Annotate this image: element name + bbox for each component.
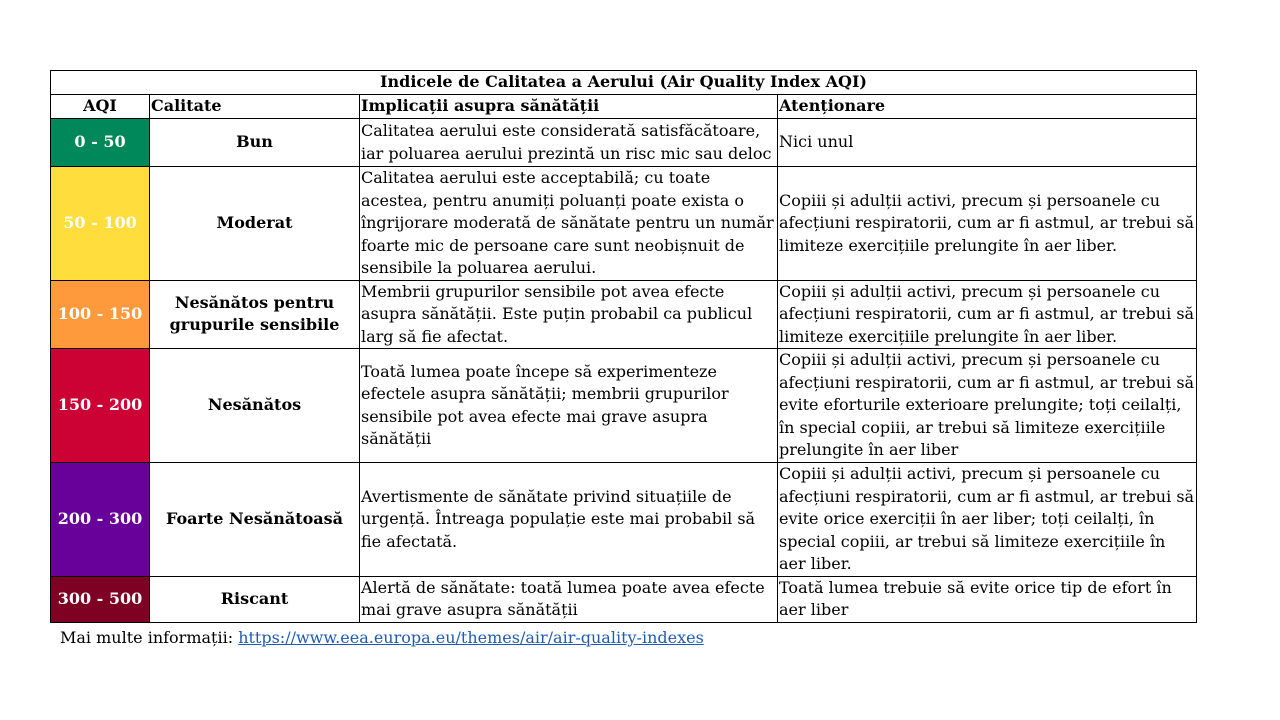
warning-cell: Copiii și adulții activi, precum și persoanele cu afecțiuni respiratorii, cum ar fi astmul, ar trebui să evite eforturile exterioare prelungite; toți ceilalți, în special copiii, ar trebui să limiteze exercițiile prelungite în aer liber <box>778 349 1197 463</box>
more-info-link[interactable]: https://www.eea.europa.eu/themes/air/air-quality-indexes <box>238 628 704 647</box>
quality-cell: Nesănătos <box>150 349 360 463</box>
warning-cell: Copiii și adulții activi, precum și persoanele cu afecțiuni respiratorii, cum ar fi astmul, ar trebui să limiteze exercițiile prelungite în aer liber. <box>778 167 1197 281</box>
table-header-row <box>51 95 1197 119</box>
header-aqi: AQI <box>51 95 150 119</box>
table-row <box>51 167 1197 281</box>
warning-cell: Toată lumea trebuie să evite orice tip de efort în aer liber <box>778 576 1197 622</box>
implications-cell: Calitatea aerului este considerată satisfăcătoare, iar poluarea aerului prezintă un risc mic sau deloc <box>360 119 778 167</box>
warning-cell: Copiii și adulții activi, precum și persoanele cu afecțiuni respiratorii, cum ar fi astmul, ar trebui să evite orice exerciții în aer liber; toți ceilalți, în special copiii, ar trebui să limiteze exercițiile în aer liber. <box>778 463 1197 577</box>
warning-cell: Copiii și adulții activi, precum și persoanele cu afecțiuni respiratorii, cum ar fi astmul, ar trebui să limiteze exercițiile prelungite în aer liber. <box>778 280 1197 349</box>
implications-cell: Alertă de sănătate: toată lumea poate avea efecte mai grave asupra sănătății <box>360 576 778 622</box>
table-row <box>51 463 1197 577</box>
aqi-range-cell: 100 - 150 <box>51 280 150 349</box>
aqi-range-cell: 150 - 200 <box>51 349 150 463</box>
aqi-range-cell: 0 - 50 <box>51 119 150 167</box>
more-info-footer <box>60 627 704 649</box>
more-info-label: Mai multe informații: <box>60 628 239 647</box>
implications-cell: Avertismente de sănătate privind situațiile de urgență. Întreaga populație este mai probabil să fie afectată. <box>360 463 778 577</box>
header-quality: Calitate <box>150 95 360 119</box>
quality-cell: Moderat <box>150 167 360 281</box>
quality-cell: Riscant <box>150 576 360 622</box>
table-row <box>51 349 1197 463</box>
table-title-row <box>51 71 1197 95</box>
quality-cell: Foarte Nesănătoasă <box>150 463 360 577</box>
implications-cell: Toată lumea poate începe să experimenteze efectele asupra sănătății; membrii grupurilor sensibile pot avea efecte mai grave asupra sănătății <box>360 349 778 463</box>
implications-cell: Membrii grupurilor sensibile pot avea efecte asupra sănătății. Este puțin probabil ca publicul larg să fie afectat. <box>360 280 778 349</box>
header-implications: Implicații asupra sănătății <box>360 95 778 119</box>
table-row <box>51 119 1197 167</box>
aqi-range-cell: 50 - 100 <box>51 167 150 281</box>
aqi-range-cell: 300 - 500 <box>51 576 150 622</box>
implications-cell: Calitatea aerului este acceptabilă; cu toate acestea, pentru anumiți poluanți poate exista o îngrijorare moderată de sănătate pentru un număr foarte mic de persoane care sunt neobișnuit de sensibile la poluarea aerului. <box>360 167 778 281</box>
header-warning: Atenționare <box>778 95 1197 119</box>
aqi-table <box>50 70 1197 623</box>
table-row <box>51 576 1197 622</box>
table-row <box>51 280 1197 349</box>
quality-cell: Nesănătos pentru grupurile sensibile <box>150 280 360 349</box>
warning-cell: Nici unul <box>778 119 1197 167</box>
table-title: Indicele de Calitatea a Aerului (Air Quality Index AQI) <box>51 71 1197 95</box>
quality-cell: Bun <box>150 119 360 167</box>
aqi-range-cell: 200 - 300 <box>51 463 150 577</box>
